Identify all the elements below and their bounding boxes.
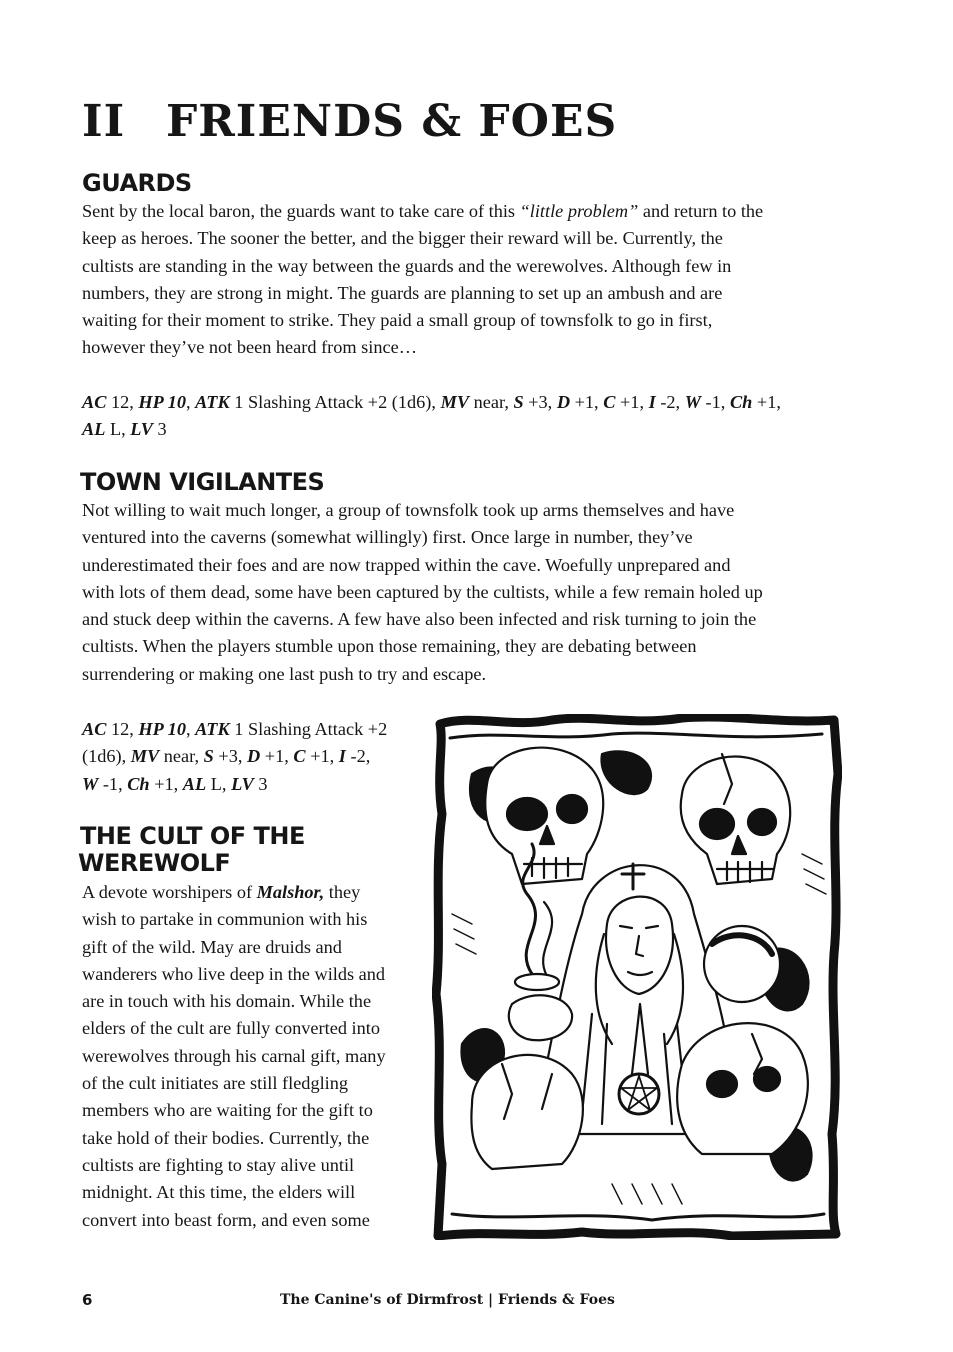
cult-line: werewolves through his carnal gift, many: [82, 1045, 386, 1066]
skull-bottom-right: [677, 1023, 808, 1154]
guards-stat-block: AC 12, HP 10, ATK 1 Slashing Attack +2 (1d6), MV near, S +3, D +1, C +1, I -2, W -1, Ch +1, AL L, LV 3: [82, 392, 781, 440]
vigilantes-description: [82, 497, 847, 688]
chapter-name: FRIENDS & FOES: [166, 96, 618, 147]
chapter-title: [82, 94, 617, 150]
guards-line-6: however they’ve not been heard from since…: [82, 337, 418, 358]
cult-line: wish to partake in communion with his: [82, 909, 368, 930]
page-number: 6: [82, 1291, 93, 1309]
vigilantes-line-5: and stuck deep within the caverns. A few have also been infected and risk turning to join the: [82, 609, 757, 630]
vigilantes-line-1: Not willing to wait much longer, a group of townsfolk took up arms themselves and have: [82, 500, 735, 520]
cult-line: cultists are fighting to stay alive until: [82, 1154, 355, 1175]
vigilantes-line-2: ventured into the caverns (somewhat willingly) first. Once large in number, they’ve: [82, 527, 693, 548]
vigilantes-stat-block: AC 12, HP 10, ATK 1 Slashing Attack +2 (1d6), MV near, S +3, D +1, C +1, I -2, W -1, Ch +1, AL L, LV 3: [82, 719, 388, 794]
guards-description: [82, 198, 847, 362]
cult-line-intro: A devote worshipers of Malshor, they: [82, 882, 361, 902]
guards-line-1: Sent by the local baron, the guards want to take care of this “little problem” and return to the: [82, 201, 764, 221]
section-heading-cult-line-1: THE CULT OF THE: [80, 822, 305, 850]
cult-line: gift of the wild. May are druids and: [82, 936, 342, 957]
cult-line: of the cult initiates are still fledgling: [82, 1073, 349, 1094]
guards-line-5: waiting for their moment to strike. They paid a small group of townsfolk to go in first,: [82, 310, 713, 331]
cult-line: wanderers who live deep in the wilds and: [82, 963, 386, 984]
guards-line-2: keep as heroes. The sooner the better, and the bigger their reward will be. Currently, the: [82, 228, 723, 249]
running-footer-title: The Canine's of Dirmfrost | Friends & Foes: [280, 1292, 615, 1308]
cult-line: convert into beast form, and even some: [82, 1209, 370, 1230]
cultist-skulls-illustration: [432, 714, 842, 1240]
cult-line: elders of the cult are fully converted into: [82, 1018, 380, 1039]
section-heading-guards: GUARDS: [82, 169, 192, 197]
vigilantes-line-7: surrendering or making one last push to try and escape.: [82, 663, 487, 684]
cult-line: members who are waiting for the gift to: [82, 1100, 373, 1121]
cult-line: are in touch with his domain. While the: [82, 991, 372, 1012]
guards-line-3: cultists are standing in the way between the guards and the werewolves. Although few in: [82, 255, 732, 276]
cult-line: midnight. At this time, the elders will: [82, 1182, 356, 1203]
section-heading-cult-line-2: WEREWOLF: [78, 849, 231, 877]
cult-line: take hold of their bodies. Currently, the: [82, 1127, 370, 1148]
chapter-number: II: [82, 96, 126, 147]
section-heading-vigilantes: TOWN VIGILANTES: [80, 468, 325, 496]
skull-bottom-left: [471, 1055, 583, 1169]
cult-description: [82, 879, 427, 1234]
vigilantes-line-3: underestimated their foes and are now trapped within the cave. Woefully unprepared and: [82, 554, 731, 575]
vigilantes-line-6: cultists. When the players stumble upon those remaining, they are debating between: [82, 636, 697, 657]
vigilantes-line-4: with lots of them dead, some have been captured by the cultists, while a few remain holed up: [82, 581, 763, 602]
guards-line-4: numbers, they are strong in might. The guards are planning to set up an ambush and are: [82, 282, 723, 303]
